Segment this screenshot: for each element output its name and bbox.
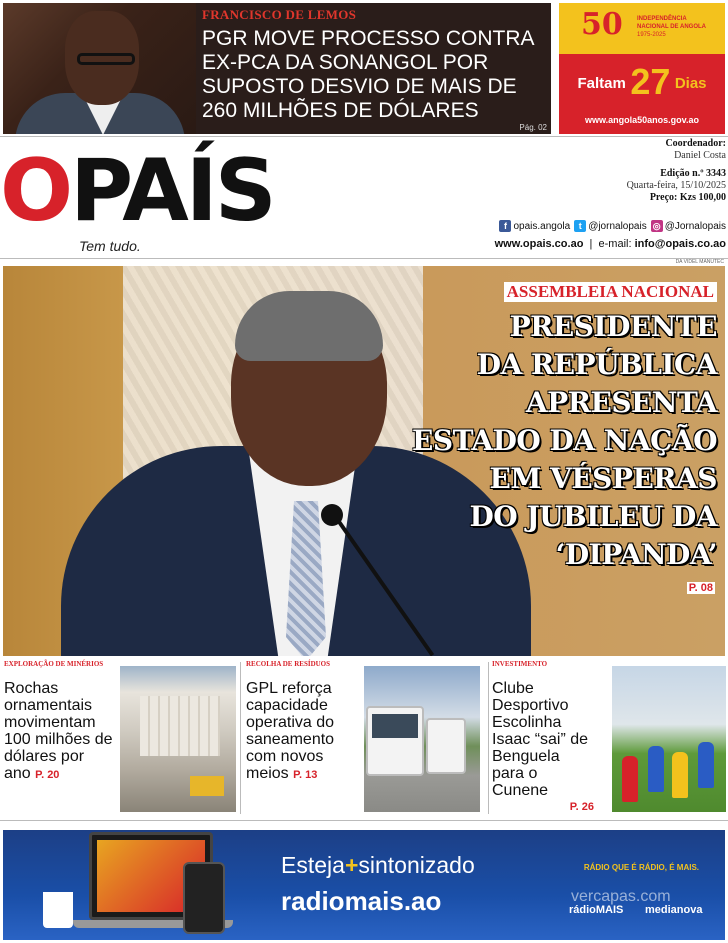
edition-number: Edição n.º 3343 <box>660 168 726 179</box>
teaser-waste[interactable] <box>246 660 482 815</box>
lead-headline-line: ESTADO DA NAÇÃO <box>412 424 717 457</box>
teaser-headline: GPL reforça capacidade operativa do saneamento com novos meios P. 13 <box>246 680 335 782</box>
top-story-headline[interactable]: PGR MOVE PROCESSO CONTRA EX-PCA DA SONANGOL POR SUPOSTO DESVIO DE MAIS DE 260 MILHÕES DE DÓLARES <box>202 27 534 122</box>
teaser-minerals[interactable] <box>4 660 236 815</box>
divider-top <box>0 136 728 137</box>
medianova-logo: medianova <box>645 904 703 916</box>
jubilee-years: 1975-2025 <box>637 32 666 38</box>
teaser-page: P. 20 <box>35 769 60 781</box>
teaser-headline: Rochas ornamentais movimentam 100 milhões de dólares por ano P. 20 <box>4 680 113 782</box>
lead-headline-line: ‘DIPANDA’ <box>555 538 717 571</box>
ad-url[interactable]: radiomais.ao <box>281 886 442 916</box>
teaser-page: P. 26 <box>569 801 594 813</box>
jubilee-days-label: Dias <box>674 75 707 92</box>
teaser-divider <box>488 662 489 814</box>
lead-story[interactable] <box>3 266 725 656</box>
teaser-divider <box>240 662 241 814</box>
top-story-photo <box>3 3 196 134</box>
website-link[interactable]: www.opais.co.ao <box>494 238 584 250</box>
logo-pais: PAÍS <box>70 141 274 241</box>
twitter-handle: @jornalopais <box>588 220 647 232</box>
social-links <box>499 220 726 232</box>
lead-page-ref: P. 08 <box>688 582 713 594</box>
twitter-link[interactable] <box>574 220 647 232</box>
jubilee-50-logo: 50 <box>581 7 623 42</box>
instagram-link[interactable] <box>651 220 726 232</box>
teaser-kicker: EXPLORAÇÃO DE MINÉRIOS <box>4 660 104 668</box>
teaser-headline: Clube Desportivo Escolinha Isaac “sai” de Benguela para o Cunene P. 26 <box>492 680 594 816</box>
facebook-link[interactable] <box>499 220 570 232</box>
teaser-photo-football <box>612 666 726 812</box>
lead-kicker: ASSEMBLEIA NACIONAL <box>504 282 717 302</box>
lead-headline-line: PRESIDENTE <box>509 310 717 343</box>
photo-credit: DA VIDEL MANUTEC <box>675 259 724 265</box>
teaser-sports[interactable] <box>492 660 726 815</box>
jubilee-countdown[interactable] <box>559 3 725 134</box>
lead-headline[interactable] <box>387 308 717 574</box>
email-label: e-mail: <box>598 238 632 250</box>
watermark: vercapas.com <box>571 888 671 905</box>
jubilee-days-number: 27 <box>630 61 671 102</box>
top-story-kicker: FRANCISCO DE LEMOS <box>202 7 357 22</box>
edition-info <box>627 138 726 204</box>
jubilee-line1: INDEPENDÊNCIA <box>637 16 687 22</box>
teaser-page: P. 13 <box>293 769 318 781</box>
logo-o: O <box>0 141 71 241</box>
divider-bottom <box>0 820 728 821</box>
coordinator-label: Coordenador: <box>665 138 726 149</box>
email-link[interactable]: info@opais.co.ao <box>634 238 726 250</box>
contact-line: www.opais.co.ao | e-mail: info@opais.co.ao <box>494 238 726 250</box>
teaser-kicker: RECOLHA DE RESÍDUOS <box>246 660 331 668</box>
divider-masthead <box>0 258 728 259</box>
instagram-icon: ◎ <box>651 220 663 232</box>
instagram-handle: @Jornalopais <box>664 220 726 232</box>
top-story-page: Pág. 02 <box>519 123 547 132</box>
radiomais-logo: rádioMAIS <box>569 904 624 916</box>
ad-slogan-a: Esteja <box>281 852 345 878</box>
lead-headline-line: DA REPÚBLICA <box>476 348 717 381</box>
facebook-icon: f <box>499 220 511 232</box>
twitter-icon: t <box>574 220 586 232</box>
edition-date: Quarta-feira, 15/10/2025 <box>626 180 726 191</box>
edition-price: Preço: Kzs 100,00 <box>649 192 726 203</box>
facebook-handle: opais.angola <box>513 220 571 232</box>
jubilee-site-link[interactable]: www.angola50anos.gov.ao <box>584 115 700 125</box>
phone-icon <box>183 862 225 934</box>
lead-headline-line: EM VÉSPERAS <box>489 462 717 495</box>
teaser-photo-trucks <box>364 666 480 812</box>
lead-headline-line: APRESENTA <box>525 386 717 419</box>
teaser-photo-quarry <box>120 666 236 812</box>
cup-icon <box>43 892 73 928</box>
ad-slogan-b: sintonizado <box>358 852 475 878</box>
lead-headline-line: DO JUBILEU DA <box>469 500 717 533</box>
coordinator-name: Daniel Costa <box>674 150 726 161</box>
radiomais-ad[interactable] <box>3 830 725 940</box>
tagline: Tem tudo. <box>79 238 141 254</box>
ad-plus: + <box>344 852 359 878</box>
ad-slogan <box>281 852 475 879</box>
jubilee-faltam: Faltam <box>577 75 626 92</box>
top-story-banner[interactable] <box>3 3 551 134</box>
newspaper-logo[interactable] <box>0 141 274 241</box>
teaser-kicker: INVESTIMENTO <box>492 660 548 668</box>
jubilee-line2: NACIONAL DE ANGOLA <box>637 24 706 30</box>
teaser-row <box>0 660 728 820</box>
ad-tagline: RÁDIO QUE É RÁDIO, É MAIS. <box>583 863 699 872</box>
